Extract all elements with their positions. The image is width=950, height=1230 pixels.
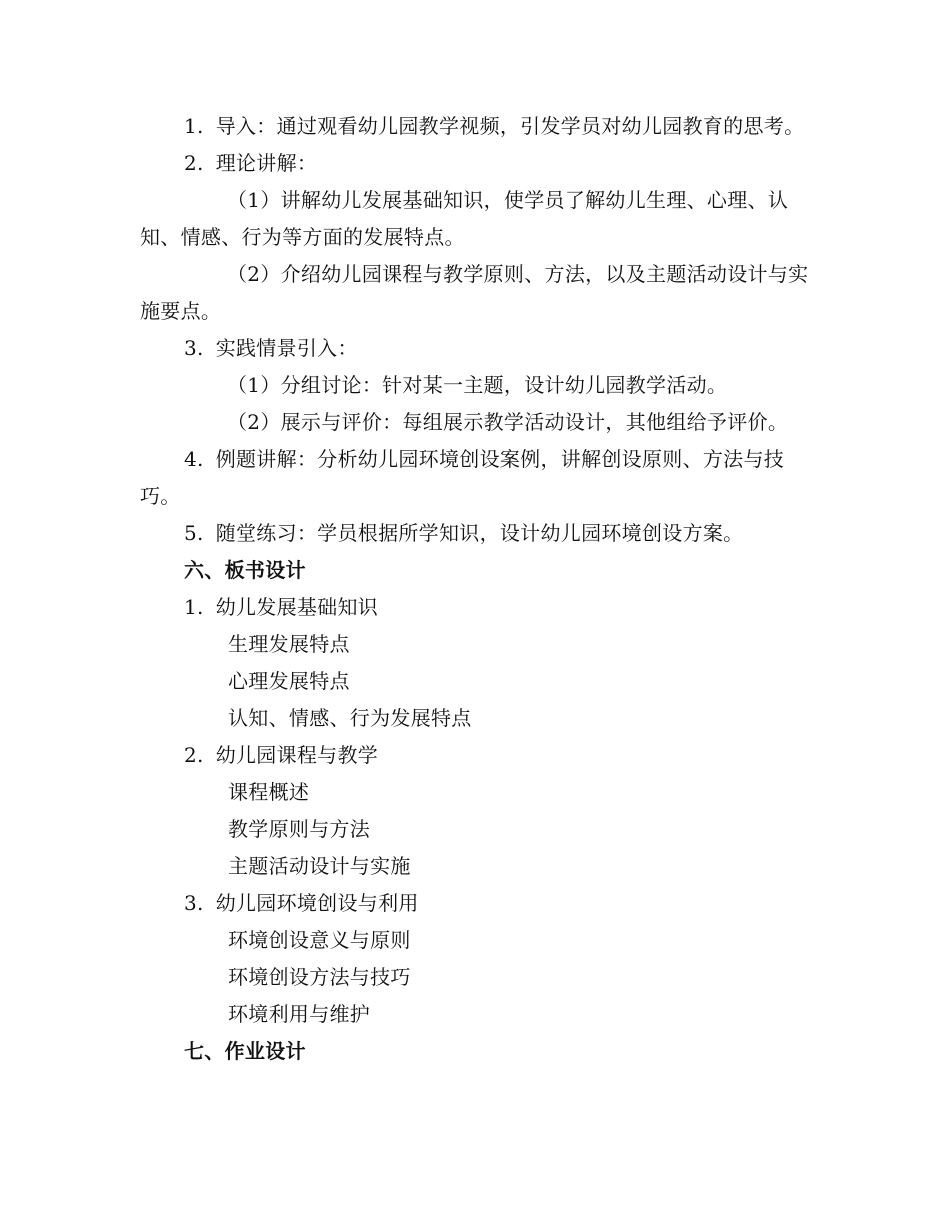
process-item-1 (140, 108, 810, 145)
board-section-1-point-2: 心理发展特点 (228, 669, 350, 693)
board-section-1-point-1: 生理发展特点 (228, 632, 350, 656)
board-section-1-point-3: 认知、情感、行为发展特点 (228, 706, 472, 730)
process-item-4-number: 4. (184, 447, 204, 471)
board-section-2-point-1: 课程概述 (228, 780, 310, 804)
process-item-3-text: 实践情景引入： (215, 336, 358, 360)
board-section-3-point-1: 环境创设意义与原则 (228, 928, 411, 952)
process-item-2-sub-2 (140, 256, 810, 330)
process-item-3-sub-1 (140, 367, 810, 404)
board-section-3-point-2: 环境创设方法与技巧 (228, 965, 411, 989)
process-item-1-number: 1. (184, 114, 204, 138)
process-item-4 (140, 441, 810, 515)
process-item-3-sub-1-text: （1）分组讨论：针对某一主题，设计幼儿园教学活动。 (227, 373, 728, 397)
process-item-2-number: 2. (184, 151, 204, 175)
document-body (140, 108, 810, 1070)
board-section-2-point-2: 教学原则与方法 (228, 817, 371, 841)
process-item-3-number: 3. (184, 336, 204, 360)
process-item-2 (140, 145, 810, 182)
homework-heading: 七、作业设计 (184, 1039, 306, 1063)
process-item-3 (140, 330, 810, 367)
process-item-5-text: 随堂练习：学员根据所学知识，设计幼儿园环境创设方案。 (215, 521, 744, 545)
board-section-2-title-text: 幼儿园课程与教学 (215, 743, 379, 767)
board-section-2-number: 2. (184, 743, 204, 767)
board-section-1-number: 1. (184, 595, 204, 619)
board-design-heading: 六、板书设计 (184, 558, 306, 582)
process-item-2-sub-2-text: （2）介绍幼儿园课程与教学原则、方法，以及主题活动设计与实施要点。 (140, 262, 809, 323)
board-section-3-number: 3. (184, 891, 204, 915)
board-section-1-title (140, 589, 810, 626)
process-item-2-sub-1-text: （1）讲解幼儿发展基础知识，使学员了解幼儿生理、心理、认知、情感、行为等方面的发展特点。 (140, 188, 789, 249)
board-section-3-title (140, 885, 810, 922)
process-item-3-sub-2-text: （2）展示与评价：每组展示教学活动设计，其他组给予评价。 (227, 410, 789, 434)
board-section-2-point-3: 主题活动设计与实施 (228, 854, 411, 878)
board-section-1-title-text: 幼儿发展基础知识 (215, 595, 379, 619)
board-section-3-point-3: 环境利用与维护 (228, 1002, 371, 1026)
process-item-5-number: 5. (184, 521, 204, 545)
board-section-2-title (140, 737, 810, 774)
process-item-1-text: 导入：通过观看幼儿园教学视频，引发学员对幼儿园教育的思考。 (215, 114, 805, 138)
board-section-3-title-text: 幼儿园环境创设与利用 (215, 891, 419, 915)
process-item-4-text: 例题讲解：分析幼儿园环境创设案例，讲解创设原则、方法与技巧。 (140, 447, 785, 508)
process-item-3-sub-2 (140, 404, 810, 441)
process-item-2-text: 理论讲解： (215, 151, 318, 175)
process-item-5 (140, 515, 810, 552)
process-item-2-sub-1 (140, 182, 810, 256)
